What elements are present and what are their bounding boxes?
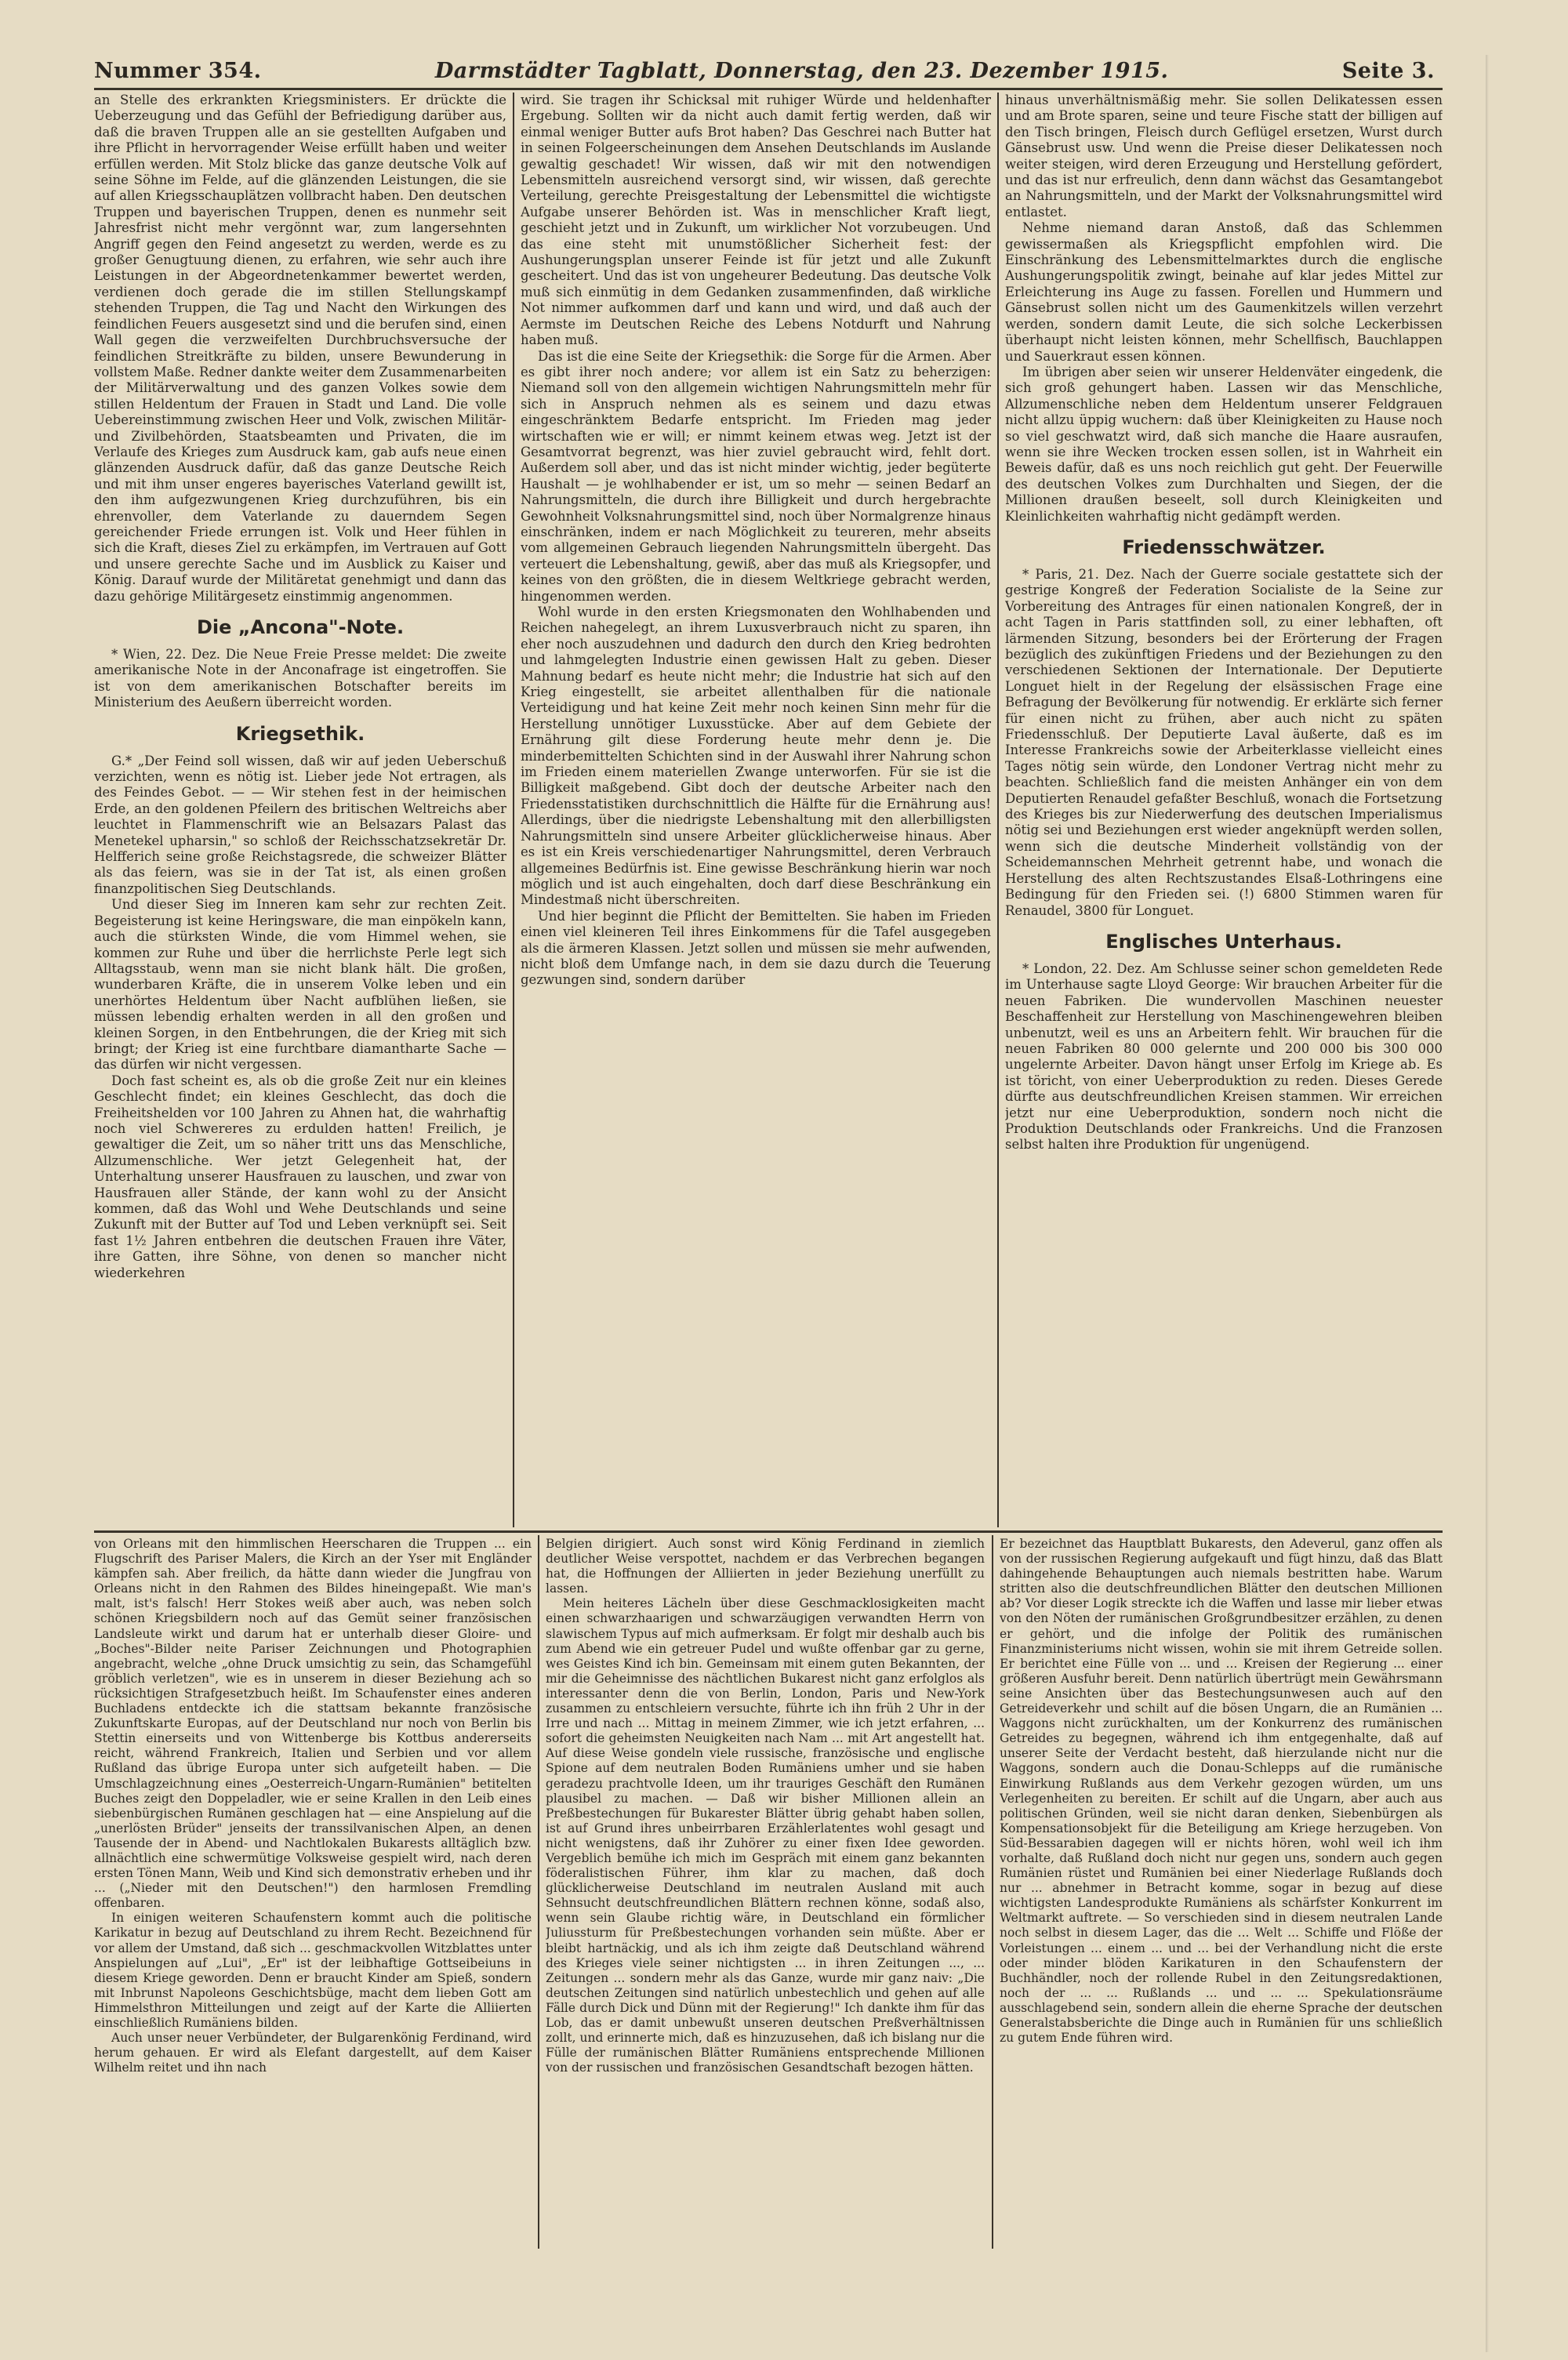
article-text: * Wien, 22. Dez. Die Neue Freie Presse meldet: Die zweite amerikanische Note in der Anconafrage ist eingetroffen. Sie ist von dem amerikanischen Botschafter bereits im Ministerium des Aeußern überreicht worden.	[94, 647, 506, 710]
feuilleton-column-2	[546, 1537, 985, 2246]
article-text: Doch fast scheint es, als ob die große Zeit nur ein kleines Geschlecht findet; ein kleines Geschlecht, das doch die Freiheitshelden vor 100 Jahren zu Ahnen hat, die wahrhaftig noch viel Schwereres zu erdulden hatten! Freilich, je gewaltiger die Zeit, um so näher tritt uns das Menschliche, Allzumenschliche. Wer jetzt Gelegenheit hat, der Unterhaltung unserer Hausfrauen zu lauschen, und zwar von Hausfrauen aller Stände, der kann wohl zu der Ansicht kommen, daß das Wohl und Wehe Deutschlands und seine Zukunft mit der Butter auf Tod und Leben verknüpft sei. Seit fast 1½ Jahren entbehren die deutschen Frauen ihre Väter, ihre Gatten, ihre Söhne, von denen so mancher nicht wiederkehren	[94, 1073, 506, 1280]
article-text: Und dieser Sieg im Inneren kam sehr zur rechten Zeit. Begeisterung ist keine Heringsware, die man einpökeln kann, auch die stürksten Winde, die vom Himmel wehen, sie kommen zur Ruhe und über die herrlichste Perle legt sich Alltagsstaub, wenn man sie nicht blank hält. Die großen, wunderbaren Kräfte, die in unserem Volke leben und ein unerhörtes Heldentum über Nacht aufblühen ließen, sie müssen lebendig erhalten werden in all den großen und kleinen Sorgen, in den Entbehrungen, die der Krieg mit sich bringt; der Krieg ist eine furchtbare diamantharte Sache — das dürfen wir nicht vergessen.	[94, 897, 506, 1073]
column-1	[94, 93, 506, 1527]
article-text: wird. Sie tragen ihr Schicksal mit ruhiger Würde und heldenhafter Ergebung. Sollten wir da nicht auch damit fertig werden, daß wir einmal weniger Butter aufs Brot haben? Das Geschrei nach Butter hat in seinen Folgeerscheinungen dem Ansehen Deutschlands im Auslande gewaltig geschadet! Wir wissen, daß wir mit den notwendigen Lebensmitteln ausreichend versorgt sind, wir wissen, daß gerechte Verteilung, gerechte Preisgestaltung der Lebensmittel die wichtigste Aufgabe unserer Behörden ist. Was in menschlicher Kraft liegt, geschieht jetzt und in Zukunft, um wirklicher Not vorzubeugen. Und das eine steht mit unumstößlicher Sicherheit fest: der Aushungerungsplan unserer Feinde ist für jetzt und alle Zukunft gescheitert. Und das ist von ungeheurer Bedeutung. Das deutsche Volk muß sich einmütig in dem Gedanken zusammenfinden, daß wirkliche Not nimmer aufkommen darf und kann und wird, und daß auch der Aermste im Deutschen Reiche des Lebens Notdurft und Nahrung haben muß.	[521, 93, 991, 348]
masthead	[94, 53, 1435, 88]
article-text: Das ist die eine Seite der Kriegsethik: die Sorge für die Armen. Aber es gibt ihrer noch andere; vor allem ist ein Satz zu beherzigen: Niemand soll von den allgemein wichtigen Nahrungsmitteln mehr für sich in Anspruch nehmen als es seinem und dazu etwas eingeschränktem Bedarfe entspricht. Im Frieden mag jeder wirtschaften wie er will; er nimmt keinem etwas weg. Jetzt ist der Gesamtvorrat begrenzt, was hier zuviel gebraucht wird, fehlt dort. Außerdem soll aber, und das ist nicht minder wichtig, jeder begüterte Haushalt — je wohlhabender er ist, um so mehr — seinen Bedarf an Nahrungsmitteln, die durch ihre Billigkeit und durch hergebrachte Gewohnheit Volksnahrungsmittel sind, noch über Normalgrenze hinaus einschränken, indem er nach Möglichkeit zu teureren, mehr abseits vom allgemeinen Gebrauch liegenden Nahrungsmitteln übergeht. Das verteuert die Lebenshaltung, gewiß, aber das muß als Kriegsopfer, und keines von den größten, die in diesem Weltkriege gebracht werden, hingenommen werden.	[521, 348, 991, 604]
feuilleton-text: In einigen weiteren Schaufenstern kommt auch die politische Karikatur in bezug auf Deutschland zu ihrem Recht. Bezeichnend für vor allem der Umstand, daß sich ... geschmackvollen Witzblattes unter Anspielungen auf „Lui", „Er" ist der leibhaftige Gottseibeiuns in diesem Kriege geworden. Denn er braucht Kinder am Spieß, sondern mit Inbrunst Napoleons Geschichtsbüge, macht dem lieben Gott am Himmelsthron Mitteilungen und zeigt auf der Karte die Alliierten einschließlich Rumäniens bilden.	[94, 1911, 532, 2030]
article-text: Nehme niemand daran Anstoß, daß das Schlemmen gewissermaßen als Kriegspflicht empfohlen wird. Die Einschränkung des Lebensmittelmarktes durch die englische Aushungerungspolitik zwingt, beinahe auf klar jedes Mittel zur Erleichterung ins Auge zu fassen. Forellen und Hummern und Gänsebrust sollen nicht um des Gaumenkitzels willen verzehrt werden, sondern damit Leute, die sich solche Leckerbissen überhaupt nicht leisten können, mehr Schellfisch, Bauchlappen und Sauerkraut essen können.	[1005, 220, 1443, 364]
column-3	[1005, 93, 1443, 1527]
column-2	[521, 93, 991, 1527]
feuilleton-divider-2	[992, 1535, 993, 2249]
article-text: Im übrigen aber seien wir unserer Heldenväter eingedenk, die sich groß gehungert haben. Lassen wir das Menschliche, Allzumenschliche neben dem Heldentum unserer Feldgrauen nicht allzu üppig wuchern: daß über Kleinigkeiten zu Hause noch so viel geschwatzt wird, daß sich manche die Haare ausraufen, wenn sie ihre Wecken trocken essen sollen, ist in Wahrheit ein Beweis dafür, daß es uns noch reichlich gut geht. Der Feuerwille des deutschen Volkes zum Durchhalten und Siegen, der die Millionen draußen beseelt, soll durch Kleinigkeiten und Kleinlichkeiten wahrhaftig nicht gedämpft werden.	[1005, 364, 1443, 524]
headline-kriegsethik: Kriegsethik.	[235, 722, 365, 745]
feuilleton-rule	[94, 1530, 1443, 1533]
feuilleton-text: von Orleans mit den himmlischen Heerscharen die Truppen ... ein Flugschrift des Pariser Malers, die Kirch an der Yser mit Engländer kämpfen sah. Aber freilich, da hätte dann wieder die Jungfrau von Orleans nicht in den Rahmen des Bildes hineingepaßt. Wie man's malt, ist's falsch! Herr Stokes weiß aber auch, was neben solch schönen Kriegsbildern noch auf das Gemüt seiner französischen Landsleute wirkt und darum hat er unterhalb dieser Gloire- und „Boches"-Bilder neite Pariser Zeichnungen und Photographien angebracht, welche „ohne Druck umsichtig zu sein, das Schamgefühl gröblich verletzen", wie es in unserem in dieser Beziehung ach so rücksichtigen Strafgesetzbuch heißt. Im Schaufenster eines anderen Buchladens entdeckte ich die stattsam bekannte französische Zukunftskarte Europas, auf der Deutschland nur noch von Berlin bis Stettin einerseits und von Wittenberge bis Kottbus andererseits reicht, während Frankreich, Italien und Serbien und vor allem Rußland das übrige Europa unter sich aufgeteilt haben. — Die Umschlagzeichnung eines „Oesterreich-Ungarn-Rumänien" betitelten Buches zeigt den Doppeladler, wie er seine Krallen in den Leib eines siebenbürgischen Rumänen geschlagen hat — eine Anspielung auf die „unerlösten Brüder" jenseits der transsilvanischen Alpen, an denen Tausende der in Abend- und Nachtlokalen Bukarests alltäglich bzw. allnächtlich eine schwermütige Volksweise gespielt wird, nach deren ersten Tönen Mann, Weib und Kind sich demonstrativ erheben und ihr ... („Nieder mit den Deutschen!") den harmlosen Fremdling offenbaren.	[94, 1537, 532, 1911]
issue-number: Nummer 354.	[94, 58, 262, 83]
headline-friedensschwaetzer: Friedensschwätzer.	[1122, 536, 1326, 558]
article-text: * London, 22. Dez. Am Schlusse seiner schon gemeldeten Rede im Unterhause sagte Lloyd George: Wir brauchen Arbeiter für die neuen Fabriken. Die wundervollen Maschinen neuester Beschaffenheit zur Herstellung von Maschinengewehren bleiben unbenutzt, weil es uns an Arbeitern fehlt. Wir brauchen für die neuen Fabriken 80 000 gelernte und 200 000 bis 300 000 ungelernte Arbeiter. Davon hängt unser Erfolg im Kriege ab. Es ist töricht, von einer Ueberproduktion zu reden. Dieses Gerede dürfte aus deutschfreundlichen Kreisen stammen. Wir erreichen jetzt nur eine Ueberproduktion, sondern noch nicht die Produktion Deutschlands oder Frankreichs. Und die Franzosen selbst halten ihre Produktion für ungenügend.	[1005, 960, 1443, 1153]
feuilleton-column-1	[94, 1537, 532, 2246]
feuilleton-text: Er bezeichnet das Hauptblatt Bukarests, den Adeverul, ganz offen als von der russischen Regierung aufgekauft und fügt hinzu, daß das Blatt dahingehende Behauptungen auch niemals bestritten habe. Warum stritten also die deutschfreundlichen Blätter den deutschen Millionen ab? Vor dieser Logik streckte ich die Waffen und lasse mir lieber etwas von den Nöten der rumänischen Großgrundbesitzer erzählen, zu denen er gehört, und die infolge der Politik des rumänischen Finanzministeriums nicht wissen, wohin sie mit ihrem Getreide sollen. Er berichtet eine Fülle von ... und ... Kreisen der Regierung ... einer größeren Ausfuhr bereit. Denn natürlich übertrügt mein Gewährsmann seine Ansichten über das Bestechungsunwesen auch auf den Getreideverkehr und schilt auf die bösen Ungarn, die an Rumänien ... Waggons nicht zurückhalten, um der Konkurrenz des rumänischen Getreides zu begegnen, während ich ihm entgegenhalte, daß auf unserer Seite der Verdacht besteht, daß hierzulande nicht nur die Waggons, sondern auch die Donau-Schlepps auf die rumänische Einwirkung Rußlands aus dem Verkehr gezogen würden, um uns Verlegenheiten zu bereiten. Er schilt auf die Ungarn, aber auch aus politischen Gründen, weil sie nicht daran denken, Siebenbürgen als Kompensationsobjekt für die Beteiligung am Kriege herzugeben. Von Süd-Bessarabien dagegen will er nichts hören, wohl weil ich ihm vorhalte, daß Rußland doch nicht nur gegen uns, sondern auch gegen Rumänien rüstet und Rumänien bei einer Niederlage Rußlands doch nur ... abnehmer in Betracht komme, sogar in bezug auf diese wichtigsten Landesprodukte Rumäniens als schärfster Konkurrent im Weltmarkt auftrete. — So verschieden sind in diesem neutralen Lande noch selbst in diesem Lager, das die ... Welt ... Schiffe und Flöße der Vorleistungen ... einem ... und ... bei der Verhandlung nicht die erste oder minder blöden Karikaturen in den Schaufenstern der Buchhändler, noch der rollende Rubel in den Zeitungsredaktionen, noch der ... ... Rußlands ... und ... ... Spekulationsräume ausschlagebend sein, sondern allein die eherne Sprache der deutschen Generalstabsberichte die Dinge auch in Rumänien für uns schließlich zu gutem Ende führen wird.	[1000, 1537, 1443, 2046]
column-divider-2	[997, 93, 999, 1527]
feuilleton-divider-1	[538, 1535, 539, 2249]
article-text: an Stelle des erkrankten Kriegsministers. Er drückte die Ueberzeugung und das Gefühl der Befriedigung darüber aus, daß die braven Truppen alle an sie gestellten Aufgaben und ihre Pflicht in hervorragender Weise erfüllt haben und weiter erfüllen werden. Mit Stolz blicke das ganze deutsche Volk auf seine Söhne im Felde, auf die glänzenden Leistungen, die sie auf allen Kriegsschauplätzen vollbracht haben. Den deutschen Truppen und bayerischen Truppen, denen es nunmehr seit Jahresfrist nicht mehr vergönnt war, zum langersehnten Angriff gegen den Feind angesetzt zu werden, werde es zu großer Genugtuung dienen, zu erfahren, wie sehr auch ihre Leistungen in der Abgeordnetenkammer bewertet werden, verdienen doch gerade die im stillen Stellungskampf stehenden Truppen, die Tag und Nacht den Wirkungen des feindlichen Feuers ausgesetzt sind und die berufen sind, einen Wall gegen die verzweifelten Durchbruchsversuche der feindlichen Streitkräfte zu bilden, unsere Bewunderung in vollstem Maße. Redner dankte weiter dem Zusammenarbeiten der Militärverwaltung und des ganzen Volkes sowie dem stillen Heldentum der Frauen in Stadt und Land. Die volle Uebereinstimmung zwischen Heer und Volk, zwischen Militär- und Zivilbehörden, Staatsbeamten und Privaten, die im Verlaufe des Krieges zum Ausdruck kam, gab aufs neue einen glänzenden Ausdruck dafür, daß das ganze Deutsche Reich und mit ihm unser engeres bayerisches Vaterland gewillt ist, den ihm aufgezwungenen Krieg durchzuführen, bis ein ehrenvoller, dem Vaterlande zu dauerndem Segen gereichender Friede errungen ist. Volk und Heer fühlen in sich die Kraft, dieses Ziel zu erkämpfen, im Vertrauen auf Gott und unsere gerechte Sache und im Ausblick zu Kaiser und König. Darauf wurde der Militäretat genehmigt und dann das dazu gehörige Militärgesetz einstimmig angenommen.	[94, 93, 506, 604]
feuilleton-text: Mein heiteres Lächeln über diese Geschmacklosigkeiten macht einen schwarzhaarigen und schwarzäugigen verwandten Herrn von slawischem Typus auf mich aufmerksam. Er folgt mir deshalb auch bis zum Abend wie ein getreuer Pudel und wußte offenbar gar zu gerne, wes Geistes Kind ich bin. Gemeinsam mit einem guten Bekannten, der mir die Geheimnisse des nächtlichen Bukarest nicht ganz erfolglos als interessanter denn die von Berlin, London, Paris und New-York zusammen zu entschleiern versuchte, führte ich ihn früh 2 Uhr in der Irre und nach ... Mittag in meinem Zimmer, wie ich jetzt erfahren, ... sofort die geheimsten Neuigkeiten nach Nam ... mit Art angestellt hat. Auf diese Weise gondeln viele russische, französische und englische Spione auf dem neutralen Boden Rumäniens umher und sie haben geradezu prachtvolle Ideen, um ihr trauriges Geschäft den Rumänen plausibel zu machen. — Daß wir bisher Millionen allein an Preßbestechungen für Bukarester Blätter übrig gehabt haben sollen, ist auf Grund ihres unbeirrbaren Erzählerlatentes wohl gesagt und nicht wenigstens, daß ihr Zuhörer zu einer fixen Idee geworden. Vergeblich bemühe ich mich im Gespräch mit einem ganz bekannten föderalistischen Führer, ihm klar zu machen, daß doch glücklicherweise Deutschland im neutralen Ausland mit auch Sehnsucht deutschfreundlichen Blättern rechnen könne, sodaß also, wenn sein Glaube richtig wäre, in Deutschland ein förmlicher Juliussturm für Preßbestechungen vorhanden sein müßte. Aber er bleibt hartnäckig, und als ich ihm zeigte daß Deutschland während des Krieges viele seiner nichtigsten ... in ihren Zeitungen ..., ... Zeitungen ... sondern mehr als das Ganze, wurde mir ganz naiv: „Die deutschen Zeitungen sind natürlich unbestechlich und gehen auf alle Fälle durch Dick und Dünn mit der Regierung!" Ich dankte ihm für das Lob, das er damit unbewußt unseren deutschen Preßverhältnissen zollt, und erinnerte mich, daß es hinzuzusehen, daß ich bislang nur die Fülle der rumänischen Blätter Rumäniens entsprechende Millionen von der russischen und französischen Gesandtschaft bezogen hätten.	[546, 1596, 985, 2075]
article-text: * Paris, 21. Dez. Nach der Guerre sociale gestattete sich der gestrige Kongreß der Federation Socialiste de la Seine zur Vorbereitung des Antrages für einen nationalen Kongreß, der in acht Tagen in Paris stattfinden soll, zu einer lebhaften, oft lärmenden Sitzung, besonders bei der Erörterung der Fragen bezüglich des zukünftigen Friedens und der Beziehungen zu den verschiedenen Sektionen der Internationale. Der Deputierte Longuet hielt in der Regelung der elsässischen Frage eine Befragung der Bevölkerung für notwendig. Er erklärte sich ferner für einen nicht zu frühen, aber auch nicht zu späten Friedensschluß. Der Deputierte Laval äußerte, daß es im Interesse Frankreichs sowie der Arbeiterklasse vielleicht eines Tages nötig sein würde, den Londoner Vertrag nicht mehr zu beachten. Schließlich fand die meisten Anhänger ein von dem Deputierten Renaudel gefaßter Beschluß, wonach die Fortsetzung des Krieges bis zur Niederwerfung des deutschen Imperialismus nötig sei und Beziehungen erst wieder angeknüpft werden sollen, wenn sich die deutsche Minderheit vollständig von der Scheidemannschen Mehrheit getrennt habe, und wonach die Herstellung des alten Rechtszustandes Elsaß-Lothringens eine Bedingung für den Frieden sei. (!) 6800 Stimmen waren für Renaudel, 3800 für Longuet.	[1005, 566, 1443, 918]
headline-unterhaus: Englisches Unterhaus.	[1105, 930, 1342, 953]
headline-ancona: Die „Ancona"-Note.	[196, 616, 405, 638]
feuilleton-text: Belgien dirigiert. Auch sonst wird König Ferdinand in ziemlich deutlicher Weise verspottet, nachdem er das Verbrechen begangen hat, die Hoffnungen der Alliierten in jeder Beziehung unerfüllt zu lassen.	[546, 1537, 985, 1596]
masthead-rule	[94, 88, 1443, 90]
article-text: G.* „Der Feind soll wissen, daß wir auf jeden Ueberschuß verzichten, wenn es nötig ist. Lieber jede Not ertragen, als des Feindes Gebot. — — Wir stehen fest in der heimischen Erde, an den goldenen Pfeilern des britischen Weltreichs aber leuchtet in Flammenschrift wie an Belsazars Palast das Menetekel upharsin," so schloß der Reichsschatzsekretär Dr. Helfferich seine große Reichstagsrede, die schweizer Blätter als das feiern, was sie in der Tat ist, als einen großen finanzpolitischen Sieg Deutschlands.	[94, 753, 506, 896]
column-divider-1	[513, 93, 514, 1527]
article-text: Und hier beginnt die Pflicht der Bemittelten. Sie haben im Frieden einen viel kleineren Teil ihres Einkommens für die Tafel ausgegeben als die ärmeren Klassen. Jetzt sollen und müssen sie mehr aufwenden, nicht bloß dem Umfange nach, in dem sie dazu durch die Teuerung gezwungen sind, sondern darüber	[521, 908, 991, 988]
newspaper-title: Darmstädter Tagblatt, Donnerstag, den 23. Dezember 1915.	[434, 58, 1169, 83]
feuilleton-text: Auch unser neuer Verbündeter, der Bulgarenkönig Ferdinand, wird herum gehauen. Er wird als Elefant dargestellt, auf dem Kaiser Wilhelm reitet und ihn nach	[94, 2031, 532, 2075]
page-fold-shadow	[1486, 55, 1489, 2352]
article-text: Wohl wurde in den ersten Kriegsmonaten den Wohlhabenden und Reichen nahegelegt, an ihrem Luxusverbrauch nicht zu sparen, ihn eher noch auszudehnen und dadurch den durch den Krieg bedrohten und lahmgelegten Industrie einen gewissen Halt zu geben. Dieser Mahnung bedarf es heute nicht mehr; die Industrie hat sich auf den Krieg eingestellt, sie arbeitet allenthalben für die nationale Verteidigung und hat keine Zeit mehr noch keinen Sinn mehr für die Herstellung unnötiger Luxusstücke. Aber auf dem Gebiete der Ernährung gilt diese Forderung heute mehr denn je. Die minderbemittelten Schichten sind in der Auswahl ihrer Nahrung schon im Frieden einem materiellen Zwange unterworfen. Für sie ist die Billigkeit maßgebend. Gibt doch der deutsche Arbeiter nach den Friedensstatistiken durchschnittlich die Hälfte für die Ernährung aus! Allerdings, über die niedrigste Lebenshaltung mit den allerbilligsten Nahrungsmitteln sind unsere Arbeiter glücklicherweise hinaus. Aber es ist ein Kreis verschiedenartiger Nahrungsmittel, deren Verbrauch allgemeines Bedürfnis ist. Eine gewisse Beschränkung hierin war noch möglich und ist auch eingehalten, doch darf diese Beschränkung ein Mindestmaß nicht überschreiten.	[521, 605, 991, 908]
article-text: hinaus unverhältnismäßig mehr. Sie sollen Delikatessen essen und am Brote sparen, seine und teure Fische statt der billigen auf den Tisch bringen, Fleisch durch Geflügel ersetzen, Wurst durch Gänsebrust usw. Und wenn die Preise dieser Delikatessen noch weiter steigen, wird deren Erzeugung und Herstellung gefördert, und das ist nur erfreulich, denn dann wächst das Gesamtangebot an Nahrungsmitteln, und der Markt der Volksnahrungsmittel wird entlastet.	[1005, 93, 1443, 220]
page-number: Seite 3.	[1341, 58, 1435, 83]
feuilleton-column-3	[1000, 1537, 1443, 2246]
